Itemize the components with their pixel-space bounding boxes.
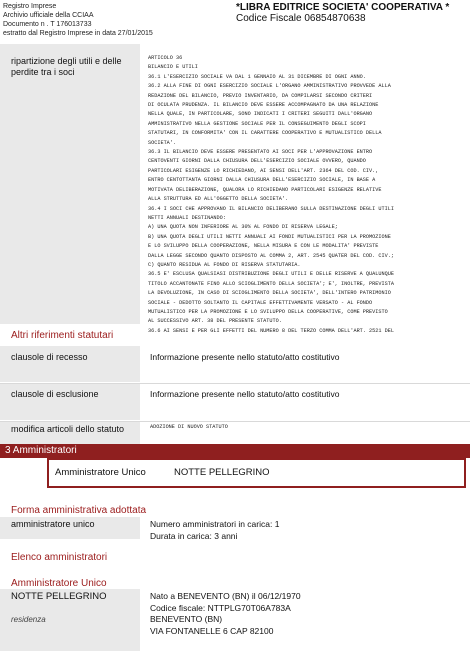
statute-line: PARTICOLARI ESIGENZE LO RICHIEDANO, AI SENSI DELL'ART. 2364 DEL COD. CIV.,	[148, 167, 379, 174]
residenza-citta: BENEVENTO (BN)	[150, 614, 223, 624]
statute-line: DALLA LEGGE SECONDO QUANTO DISPOSTO AL COMMA 2, ART. 2545 QUATER DEL COD. CIV.;	[148, 252, 394, 259]
amministratore-codice-fiscale: Codice fiscale: NTTPLG70T06A783A	[150, 603, 291, 613]
statute-line: 36.6 AI SENSI E PER GLI EFFETTI DEL NUMERO 8 DEL TERZO COMMA DELL'ART. 2521 DEL	[148, 327, 394, 334]
clausole-esclusione-value: Informazione presente nello statuto/atto costitutivo	[150, 389, 340, 399]
statute-line: 36.3 IL BILANCIO DEVE ESSERE PRESENTATO AI SOCI PER L'APPROVAZIONE ENTRO	[148, 149, 373, 156]
amministratore-unico-box	[47, 458, 466, 488]
statute-line: 36.1 L'ESERCIZIO SOCIALE VA DAL 1 GENNAIO AL 31 DICEMBRE DI OGNI ANNO.	[148, 73, 366, 80]
forma-amministrativa-label: amministratore unico	[11, 519, 95, 529]
company-info	[236, 2, 449, 24]
statute-line: DI OCULATA PRUDENZA. IL BILANCIO DEVE ESSERE ACCOMPAGNATO DA UNA RELAZIONE	[148, 102, 379, 109]
statute-line: C) QUANTO RESIDUA AL FONDO DI RISERVA STATUTARIA.	[148, 261, 301, 268]
amministratore-role: Amministratore Unico	[55, 467, 146, 478]
statute-line: TITOLO ACCANTONATE FINO ALLO SCIOGLIMENTO DELLA SOCIETA'; E', INOLTRE, PREVISTA	[148, 280, 394, 287]
statute-line: CENTOVENTI GIORNI DALLA CHIUSURA DELL'ESERCIZIO SOCIALE OVVERO, QUANDO	[148, 158, 366, 165]
statute-line: NETTI ANNUALI DESTINANDO:	[148, 214, 226, 221]
statute-line: AL SUCCESSIVO ART. 38 DEL PRESENTE STATUTO.	[148, 318, 282, 325]
residenza-label: residenza	[11, 615, 46, 624]
company-name: *LIBRA EDITRICE SOCIETA' COOPERATIVA *	[236, 2, 450, 13]
ripartizione-text	[148, 54, 394, 336]
durata-in-carica: Durata in carica: 3 anni	[150, 531, 238, 541]
registry-line: Documento n . T 176013733	[3, 21, 92, 28]
statute-line: ENTRO CENTOTTANTA GIORNI DALLA CHIUSURA DELL'ESERCIZIO SOCIALE, IN BASE A	[148, 177, 376, 184]
forma-amministrativa-title: Forma amministrativa adottata	[11, 505, 147, 516]
statute-line: E LO SVILUPPO DELLA COOPERAZIONE, NELLA MISURA E CON LE MODALITA' PREVISTE	[148, 243, 379, 250]
elenco-amministratori-title: Elenco amministratori	[11, 552, 108, 563]
ripartizione-label: ripartizione degli utili e delle perdite tra i soci	[11, 56, 122, 77]
altri-riferimenti-title: Altri riferimenti statutari	[11, 330, 114, 341]
modifica-articoli-value: ADOZIONE DI NUOVO STATUTO	[150, 424, 228, 430]
statute-line: 36.2 ALLA FINE DI OGNI ESERCIZIO SOCIALE L'ORGANO AMMINISTRATIVO PROVVEDE ALLA	[148, 83, 391, 90]
clausole-recesso-value: Informazione presente nello statuto/atto costitutivo	[150, 352, 340, 362]
statute-line: 36.5 E' ESCLUSA QUALSIASI DISTRIBUZIONE DEGLI UTILI E DELLE RISERVE A QUALUNQUE	[148, 271, 394, 278]
statute-line: REDAZIONE DEL BILANCIO, PREVIO INVENTARIO, DA COMPILARSI SECONDO CRITERI	[148, 92, 373, 99]
statute-line: 36.4 I SOCI CHE APPROVANO IL BILANCIO DELIBERANO SULLA DESTINAZIONE DEGLI UTILI	[148, 205, 394, 212]
amministratore-name: NOTTE PELLEGRINO	[174, 467, 270, 478]
statute-line: STATUTARI, IN CONFORMITA' CON IL CARATTERE COOPERATIVO E MUTUALISTICO DELLA	[148, 130, 382, 137]
statute-line: NELLA QUALE, IN PARTICOLARE, SONO INDICATI I CRITERI SEGUITI DALL'ORGANO	[148, 111, 373, 118]
registry-line: estratto dal Registro Imprese in data 27/01/2015	[3, 30, 153, 37]
residenza-indirizzo: VIA FONTANELLE 6 CAP 82100	[150, 626, 274, 636]
statute-line: B) UNA QUOTA DEGLI UTILI NETTI ANNUALI AI FONDI MUTUALISTICI PER LA PROMOZIONE	[148, 233, 391, 240]
ripartizione-label-cell	[0, 44, 140, 324]
amministratore-nome: NOTTE PELLEGRINO	[11, 591, 107, 602]
statute-line: A) UNA QUOTA NON INFERIORE AL 30% AL FONDO DI RISERVA LEGALE;	[148, 224, 338, 231]
amministratori-section-title: 3 Amministratori	[5, 445, 77, 456]
statute-line: MOTIVATA DELIBERAZIONE, QUALORA LO RICHIEDANO PARTICOLARI ESIGENZE RELATIVE	[148, 186, 382, 193]
registry-info	[3, 2, 153, 38]
luogo-data-nascita: Nato a BENEVENTO (BN) il 06/12/1970	[150, 591, 301, 601]
amministratori-section-bar	[0, 444, 470, 458]
statute-line: ARTICOLO 36	[148, 55, 183, 61]
statute-line: LA DEVOLUZIONE, IN CASO DI SCIOGLIMENTO DELLA SOCIETA', DELL'INTERO PATRIMONIO	[148, 290, 391, 297]
numero-amministratori: Numero amministratori in carica: 1	[150, 519, 280, 529]
page-header	[0, 0, 470, 44]
statute-line: AMMINISTRATIVO NELLA GESTIONE SOCIALE PER IL CONSEGUIMENTO DEGLI SCOPI	[148, 120, 366, 127]
modifica-articoli-label: modifica articoli dello statuto	[11, 424, 125, 434]
clausole-recesso-label: clausole di recesso	[11, 352, 88, 362]
registry-line: Archivio ufficiale della CCIAA	[3, 12, 94, 19]
statute-line: ALLA STRUTTURA ED ALL'OGGETTO DELLA SOCIETA'.	[148, 196, 289, 203]
statute-line: MUTUALISTICO PER LA PROMOZIONE E LO SVILUPPO DELLA COOPERATIVE, COME PREVISTO	[148, 308, 388, 315]
statute-line: SOCIETA'.	[148, 139, 177, 146]
registry-line: Registro Imprese	[3, 3, 57, 10]
clausole-esclusione-label: clausole di esclusione	[11, 389, 99, 399]
company-codice-fiscale: Codice Fiscale 06854870638	[236, 13, 366, 24]
statute-line: BILANCIO E UTILI	[148, 64, 198, 71]
statute-line: SOCIALE - DEDOTTO SOLTANTO IL CAPITALE EFFETTIVAMENTE VERSATO - AL FONDO	[148, 299, 373, 306]
amministratore-ruolo: Amministratore Unico	[11, 578, 107, 589]
